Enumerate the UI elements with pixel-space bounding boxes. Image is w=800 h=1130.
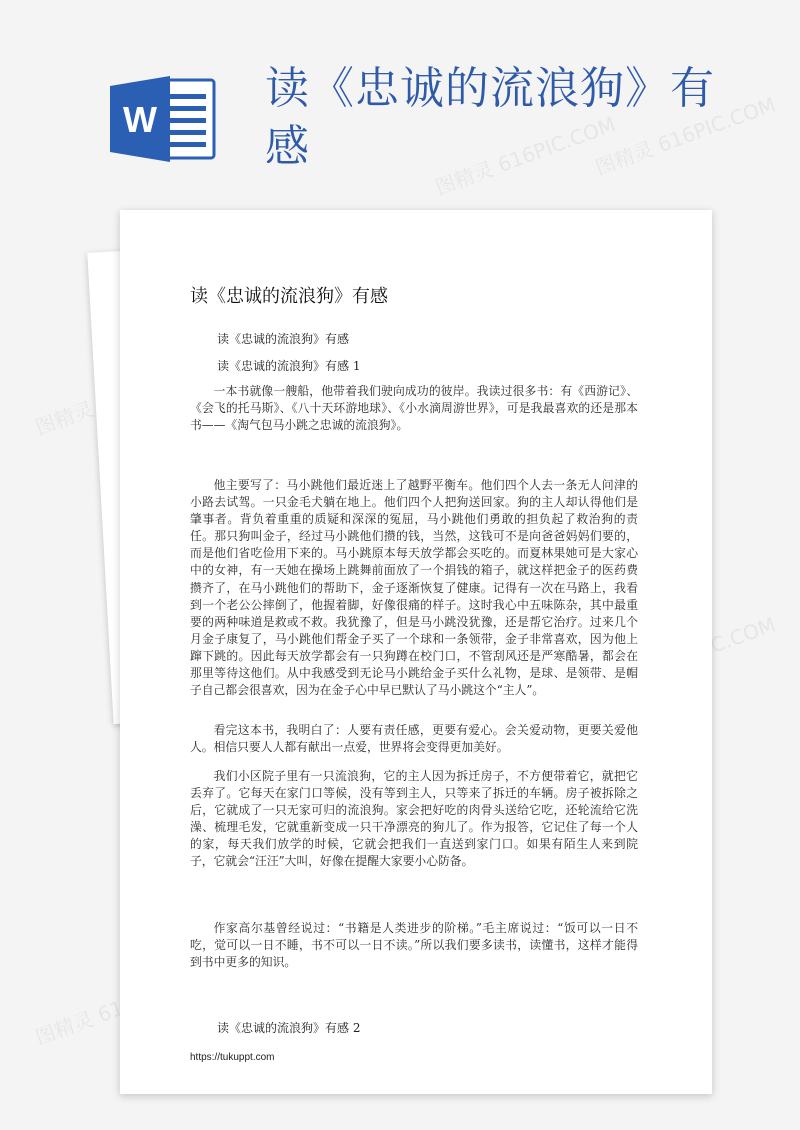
watermark: 图精灵 616PIC.COM <box>432 112 619 200</box>
paragraph-5: 作家高尔基曾经说过：“书籍是人类进步的阶梯。”毛主席说过：“饭可以一日不吃，觉可以一日不睡，书不可以一日不读。”所以我们要多读书，读懂书，这样才能得到书中更多的知识。 <box>190 921 638 970</box>
document-title: 读《忠诚的流浪狗》有感 <box>190 286 388 307</box>
paragraph-4: 我们小区院子里有一只流浪狗，它的主人因为拆迁房子，不方便带着它，就把它丢弃了。它每天在家门口等候，没有等到主人，只等来了拆迁的车辆。房子被拆除之后，它就成了一只无家可归的流浪狗。家会把好吃的肉骨头送给它吃，还轮流给它洗澡、梳理毛发，它就重新变成一只干净漂亮的狗儿了。作为报答，它记住了每一个人的家，每天我们放学的时候，它就会把我们一直送到家门口。如果有陌生人来到院子，它就会“汪汪”大叫，好像在提醒大家要小心防备。 <box>190 769 638 869</box>
watermark: 图精灵 <box>32 396 97 440</box>
footer-url: https://tukuppt.com <box>190 1052 275 1063</box>
section-heading-1: 读《忠诚的流浪狗》有感 1 <box>217 359 361 373</box>
watermark: 图精灵 <box>32 1006 97 1050</box>
header-title: 读《忠诚的流浪狗》有感 <box>265 63 715 172</box>
section-heading-2: 读《忠诚的流浪狗》有感 2 <box>217 1021 361 1035</box>
paragraph-2: 他主要写了：马小跳他们最近迷上了越野平衡车。他们四个人去一条无人问津的小路去试驾。一只金毛犬躺在地上。他们四个人把狗送回家。狗的主人却认得他们是肇事者。背负着重重的质疑和深深的冤屈，马小跳他们勇敢的担负起了救治狗的责任。那只狗叫金子，经过马小跳他们攒的钱，当然，这钱可不是向爸爸妈妈们要的，而是他们省吃俭用下来的。马小跳原本每天放学都会买吃的。而夏林果她可是大家心中的女神，有一天她在操场上跳舞前面放了一个捐钱的箱子，就这样把金子的医药费攒齐了，在马小跳他们的帮助下，金子逐渐恢复了健康。记得有一次在马路上，我看到一个老公公摔倒了，他握着脚，好像很痛的样子。这时我心中五味陈杂，其中最重要的两种味道是救或不救。我犹豫了，但是马小跳没犹豫，还是帮它治疗。过来几个月金子康复了，马小跳他们帮金子买了一个球和一条领带，金子非常喜欢，因为他上蹿下跳的。因此每天放学都会有一只狗蹲在校门口，不管刮风还是严寒酷暑，都会在那里等待这他们。从中我感受到无论马小跳给金子买什么礼物，是球、是领带、是帽子自己都会很喜欢，因为在金子心中早已默认了马小跳这个“主人”。 <box>190 478 638 698</box>
paragraph-3: 看完这本书，我明白了：人要有责任感，更要有爱心。会关爱动物，更要关爱他人。相信只要人人都有献出一点爱，世界将会变得更加美好。 <box>190 723 638 755</box>
word-document-icon <box>110 74 220 164</box>
watermark: 图精灵 616PIC.COM <box>592 92 779 180</box>
word-icon-letter: W <box>123 99 157 140</box>
paragraph-1: 一本书就像一艘船，他带着我们驶向成功的彼岸。我读过很多书：有《西游记》、《会飞的托马斯》、《八十天环游地球》、《小水滴周游世界》，可是我最喜欢的还是那本书——《淘气包马小跳之忠诚的流浪狗》。 <box>190 384 638 433</box>
watermark: 616PIC.COM <box>654 612 779 677</box>
document-subtitle: 读《忠诚的流浪狗》有感 <box>217 332 350 346</box>
